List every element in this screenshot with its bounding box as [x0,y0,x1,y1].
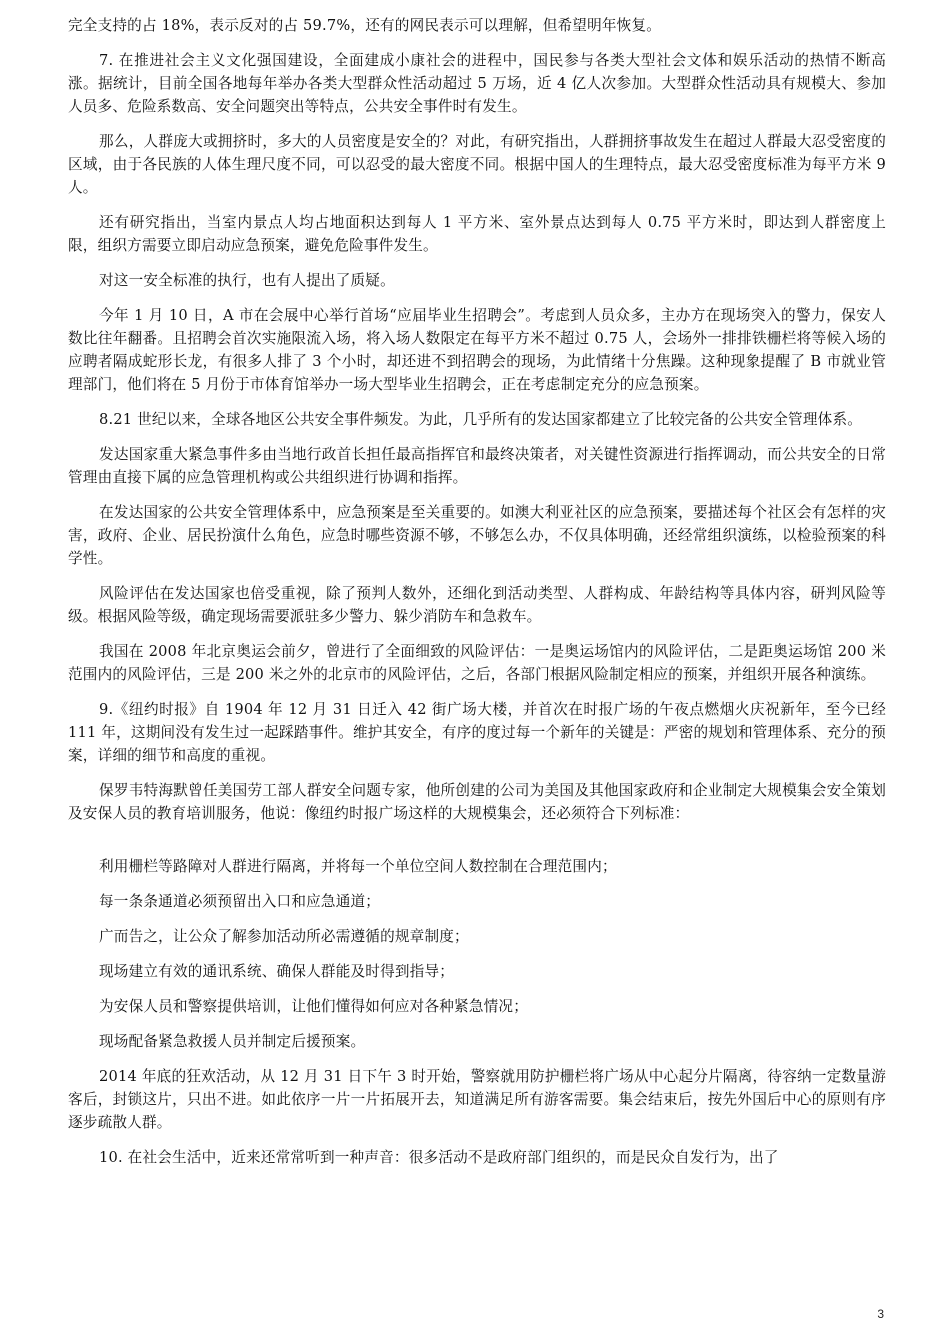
paragraph: 发达国家重大紧急事件多由当地行政首长担任最高指挥官和最终决策者，对关键性资源进行指挥调动，而公共安全的日常管理由直接下属的应急管理机构或公共组织进行协调和指挥。 [68,446,886,486]
paragraph-item-8: 8.21 世纪以来，全球各地区公共安全事件频发。为此，几乎所有的发达国家都建立了比较完备的公共安全管理体系。 [99,411,863,428]
list-item: 利用栅栏等路障对人群进行隔离，并将每一个单位空间人数控制在合理范围内； [99,858,617,875]
page-number: 3 [877,1307,884,1321]
paragraph: 今年 1 月 10 日，A 市在会展中心举行首场“应届毕业生招聘会”。考虑到人员众多，主办方在现场突入的警力，保安人数比往年翻番。且招聘会首次实施限流入场，将入场人数限定在每平方米不超过 0.75 人，会场外一排排铁栅栏将等候入场的应聘者隔成蛇形长龙，有很多人排了 3 个小时，却还进不到招聘会的现场，为此情绪十分焦躁。这种现象提醒了 B 市就业管理部门，他们将在 5 月份于市体育馆举办一场大型毕业生招聘会，正在考虑制定充分的应急预案。 [68,307,886,393]
paragraph: 那么，人群庞大或拥挤时，多大的人员密度是安全的？对此，有研究指出，人群拥挤事故发生在超过人群最大忍受密度的区域，由于各民族的人体生理尺度不同，可以忍受的最大密度不同。根据中国人的生理特点，最大忍受密度标准为每平方米 9 人。 [68,133,886,196]
paragraph-item-9: 9.《纽约时报》自 1904 年 12 月 31 日迁入 42 街广场大楼，并首次在时报广场的午夜点燃烟火庆祝新年，至今已经 111 年，这期间没有发生过一起踩踏事件。维护其安全，有序的度过每一个新年的关键是：严密的规划和管理体系、充分的预案，详细的细节和高度的重视。 [68,701,886,764]
paragraph-continuation: 完全支持的占 18%，表示反对的占 59.7%，还有的网民表示可以理解，但希望明年恢复。 [68,17,662,34]
list-item: 现场配备紧急救援人员并制定后援预案。 [99,1033,366,1050]
list-item: 为安保人员和警察提供培训，让他们懂得如何应对各种紧急情况； [99,998,529,1015]
paragraph-item-10: 10. 在社会生活中，近来还常常听到一种声音：很多活动不是政府部门组织的，而是民众自发行为，出了 [99,1149,779,1166]
spacer [68,837,886,855]
paragraph: 我国在 2008 年北京奥运会前夕，曾进行了全面细致的风险评估：一是奥运场馆内的风险评估，二是距奥运场馆 200 米范围内的风险评估，三是 200 米之外的北京市的风险评估，之后，各部门根据风险制定相应的预案，并组织开展各种演练。 [68,643,886,683]
paragraph: 在发达国家的公共安全管理体系中，应急预案是至关重要的。如澳大利亚社区的应急预案，要描述每个社区会有怎样的灾害，政府、企业、居民扮演什么角色，应急时哪些资源不够，不够怎么办，不仅具体明确，还经常组织演练，以检验预案的科学性。 [68,504,886,567]
paragraph-item-7: 7. 在推进社会主义文化强国建设，全面建成小康社会的进程中，国民参与各类大型社会文体和娱乐活动的热情不断高涨。据统计，目前全国各地每年举办各类大型群众性活动超过 5 万场，近 4 亿人次参加。大型群众性活动具有规模大、参加人员多、危险系数高、安全问题突出等特点，公共安全事件时有发生。 [68,52,886,115]
list-item: 每一条条通道必须预留出入口和应急通道； [99,893,381,910]
paragraph: 风险评估在发达国家也倍受重视，除了预判人数外，还细化到活动类型、人群构成、年龄结构等具体内容，研判风险等级。根据风险等级，确定现场需要派驻多少警力、躲少消防车和急救车。 [68,585,886,625]
list-item: 广而告之，让公众了解参加活动所必需遵循的规章制度； [99,928,469,945]
paragraph: 保罗韦特海默曾任美国劳工部人群安全问题专家，他所创建的公司为美国及其他国家政府和企业制定大规模集会安全策划及安保人员的教育培训服务，他说：像纽约时报广场这样的大规模集会，还必须符合下列标准： [68,782,886,822]
paragraph: 还有研究指出，当室内景点人均占地面积达到每人 1 平方米、室外景点达到每人 0.75 平方米时，即达到人群密度上限，组织方需要立即启动应急预案，避免危险事件发生。 [68,214,886,254]
document-page [68,14,886,1181]
paragraph: 2014 年底的狂欢活动，从 12 月 31 日下午 3 时开始，警察就用防护栅栏将广场从中心起分片隔离，待容纳一定数量游客后，封锁这片，只出不进。如此依序一片一片拓展开去，知道满足所有游客需要。集会结束后，按先外国后中心的原则有序逐步疏散人群。 [68,1068,886,1131]
list-item: 现场建立有效的通讯系统、确保人群能及时得到指导； [99,963,455,980]
paragraph: 对这一安全标准的执行，也有人提出了质疑。 [99,272,395,289]
